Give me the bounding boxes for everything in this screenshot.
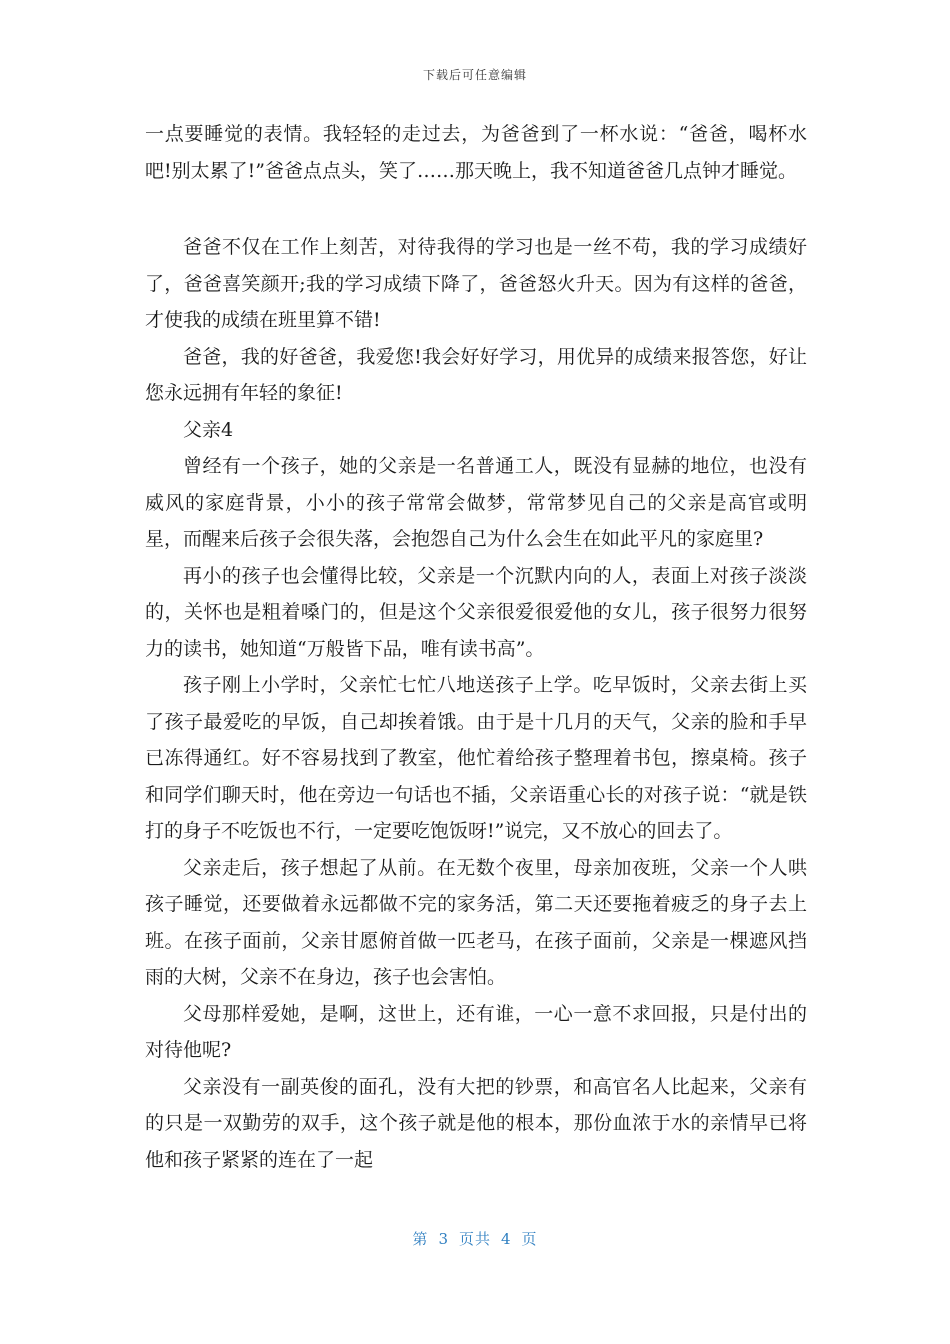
paragraph-continuation: 一点要睡觉的表情。我轻轻的走过去，为爸爸到了一杯水说：“爸爸，喝杯水吧!别太累了!”爸爸点点头，笑了……那天晚上，我不知道爸爸几点钟才睡觉。	[145, 123, 807, 182]
paragraph: 爸爸，我的好爸爸，我爱您!我会好好学习，用优异的成绩来报答您，好让您永远拥有年轻的象征!	[145, 345, 807, 404]
section-heading: 父亲4	[183, 418, 234, 441]
paragraph: 父母那样爱她，是啊，这世上，还有谁，一心一意不求回报，只是付出的对待他呢?	[145, 1002, 807, 1061]
footer-middle: 页共	[458, 1230, 491, 1248]
footer-prefix: 第	[412, 1230, 429, 1248]
total-page-count: 4	[501, 1230, 512, 1248]
current-page-number: 3	[438, 1230, 449, 1248]
paragraph: 父亲没有一副英俊的面孔，没有大把的钞票，和高官名人比起来，父亲有的只是一双勤劳的双手，这个孩子就是他的根本，那份血浓于水的亲情早已将他和孩子紧紧的连在了一起	[145, 1075, 807, 1171]
document-body	[145, 116, 807, 1178]
footer-suffix: 页	[521, 1230, 538, 1248]
paragraph-spacer	[145, 189, 807, 229]
page-footer	[0, 1228, 950, 1249]
paragraph: 父亲走后，孩子想起了从前。在无数个夜里，母亲加夜班，父亲一个人哄孩子睡觉，还要做着永远都做不完的家务活，第二天还要拖着疲乏的身子去上班。在孩子面前，父亲甘愿俯首做一匹老马，在孩子面前，父亲是一棵遮风挡雨的大树，父亲不在身边，孩子也会害怕。	[145, 856, 807, 988]
page-header: 下载后可任意编辑	[422, 68, 527, 82]
paragraph: 爸爸不仅在工作上刻苦，对待我得的学习也是一丝不苟，我的学习成绩好了，爸爸喜笑颜开;我的学习成绩下降了，爸爸怒火升天。因为有这样的爸爸，才使我的成绩在班里算不错!	[145, 236, 807, 331]
paragraph: 再小的孩子也会懂得比较，父亲是一个沉默内向的人，表面上对孩子淡淡的，关怀也是粗着嗓门的，但是这个父亲很爱很爱他的女儿，孩子很努力很努力的读书，她知道“万般皆下品，唯有读书高”。	[145, 564, 807, 660]
paragraph: 孩子刚上小学时，父亲忙七忙八地送孩子上学。吃早饭时，父亲去街上买了孩子最爱吃的早饭，自己却挨着饿。由于是十几月的天气，父亲的脸和手早已冻得通红。好不容易找到了教室，他忙着给孩子整理着书包，擦桌椅。孩子和同学们聊天时，他在旁边一句话也不插，父亲语重心长的对孩子说：“就是铁打的身子不吃饭也不行，一定要吃饱饭呀!”说完，又不放心的回去了。	[145, 674, 807, 842]
paragraph: 曾经有一个孩子，她的父亲是一名普通工人，既没有显赫的地位，也没有威风的家庭背景，小小的孩子常常会做梦，常常梦见自己的父亲是高官或明星，而醒来后孩子会很失落，会抱怨自己为什么会生在如此平凡的家庭里?	[145, 455, 807, 550]
